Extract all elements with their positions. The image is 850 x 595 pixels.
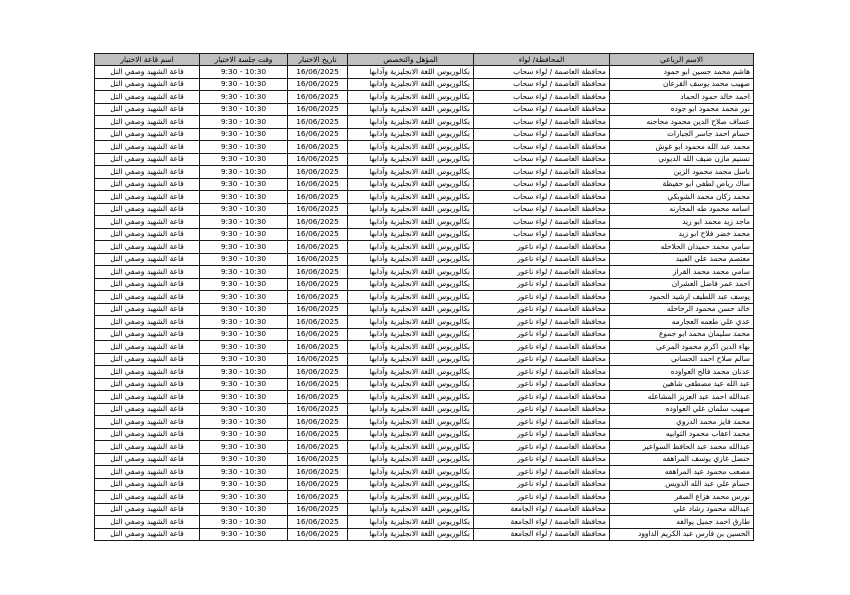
cell-session-time: 9:30 - 10:30 xyxy=(200,266,288,279)
table-row xyxy=(95,441,754,454)
cell-session-time: 9:30 - 10:30 xyxy=(200,153,288,166)
cell-exam-hall: قاعة الشهيد وصفي التل xyxy=(95,291,200,304)
cell-full-name: معتصم محمد علي العبيد xyxy=(610,253,754,266)
cell-qualification: بكالوريوس اللغة الانجليزية وآدابها xyxy=(348,491,474,504)
table-row xyxy=(95,453,754,466)
cell-session-time: 9:30 - 10:30 xyxy=(200,491,288,504)
cell-qualification: بكالوريوس اللغة الانجليزية وآدابها xyxy=(348,103,474,116)
cell-governorate: محافظة العاصمة / لواء سحاب xyxy=(474,103,610,116)
cell-full-name: تسنيم مازن ضيف الله الدبوني xyxy=(610,153,754,166)
cell-qualification: بكالوريوس اللغة الانجليزية وآدابها xyxy=(348,291,474,304)
cell-exam-date: 16/06/2025 xyxy=(288,253,348,266)
cell-governorate: محافظة العاصمة / لواء ناعور xyxy=(474,428,610,441)
cell-governorate: محافظة العاصمة / لواء ناعور xyxy=(474,416,610,429)
cell-governorate: محافظة العاصمة / لواء سحاب xyxy=(474,66,610,79)
header-exam-hall: اسم قاعة الاختبار xyxy=(95,54,200,66)
cell-exam-date: 16/06/2025 xyxy=(288,328,348,341)
cell-exam-date: 16/06/2025 xyxy=(288,466,348,479)
cell-full-name: صهيب محمد يوسف القرعان xyxy=(610,78,754,91)
cell-governorate: محافظة العاصمة / لواء ناعور xyxy=(474,391,610,404)
cell-exam-date: 16/06/2025 xyxy=(288,241,348,254)
cell-session-time: 9:30 - 10:30 xyxy=(200,528,288,541)
cell-qualification: بكالوريوس اللغة الانجليزية وآدابها xyxy=(348,366,474,379)
cell-exam-date: 16/06/2025 xyxy=(288,441,348,454)
cell-exam-hall: قاعة الشهيد وصفي التل xyxy=(95,103,200,116)
cell-exam-hall: قاعة الشهيد وصفي التل xyxy=(95,503,200,516)
cell-session-time: 9:30 - 10:30 xyxy=(200,516,288,529)
cell-qualification: بكالوريوس اللغة الانجليزية وآدابها xyxy=(348,503,474,516)
cell-qualification: بكالوريوس اللغة الانجليزية وآدابها xyxy=(348,278,474,291)
cell-exam-hall: قاعة الشهيد وصفي التل xyxy=(95,403,200,416)
cell-exam-hall: قاعة الشهيد وصفي التل xyxy=(95,353,200,366)
cell-session-time: 9:30 - 10:30 xyxy=(200,216,288,229)
cell-full-name: احمد خالد حمود الحماد xyxy=(610,91,754,104)
cell-governorate: محافظة العاصمة / لواء ناعور xyxy=(474,466,610,479)
cell-exam-date: 16/06/2025 xyxy=(288,128,348,141)
cell-qualification: بكالوريوس اللغة الانجليزية وآدابها xyxy=(348,153,474,166)
cell-exam-hall: قاعة الشهيد وصفي التل xyxy=(95,303,200,316)
cell-session-time: 9:30 - 10:30 xyxy=(200,353,288,366)
cell-exam-date: 16/06/2025 xyxy=(288,103,348,116)
header-row xyxy=(95,54,754,66)
cell-exam-date: 16/06/2025 xyxy=(288,91,348,104)
cell-full-name: محمد اعقاب محمود الثوابيه xyxy=(610,428,754,441)
cell-session-time: 9:30 - 10:30 xyxy=(200,166,288,179)
table-row xyxy=(95,116,754,129)
cell-exam-hall: قاعة الشهيد وصفي التل xyxy=(95,528,200,541)
table-row xyxy=(95,466,754,479)
cell-session-time: 9:30 - 10:30 xyxy=(200,478,288,491)
table-row xyxy=(95,366,754,379)
cell-qualification: بكالوريوس اللغة الانجليزية وآدابها xyxy=(348,78,474,91)
cell-full-name: عبدالله احمد عبد العزيز المشاعله xyxy=(610,391,754,404)
cell-governorate: محافظة العاصمة / لواء ناعور xyxy=(474,478,610,491)
cell-session-time: 9:30 - 10:30 xyxy=(200,366,288,379)
cell-governorate: محافظة العاصمة / لواء ناعور xyxy=(474,441,610,454)
cell-exam-hall: قاعة الشهيد وصفي التل xyxy=(95,241,200,254)
cell-qualification: بكالوريوس اللغة الانجليزية وآدابها xyxy=(348,178,474,191)
cell-qualification: بكالوريوس اللغة الانجليزية وآدابها xyxy=(348,403,474,416)
cell-full-name: سامي محمد حميدان الحلاحله xyxy=(610,241,754,254)
cell-session-time: 9:30 - 10:30 xyxy=(200,116,288,129)
cell-exam-hall: قاعة الشهيد وصفي التل xyxy=(95,466,200,479)
cell-qualification: بكالوريوس اللغة الانجليزية وآدابها xyxy=(348,191,474,204)
cell-exam-hall: قاعة الشهيد وصفي التل xyxy=(95,416,200,429)
cell-exam-hall: قاعة الشهيد وصفي التل xyxy=(95,116,200,129)
cell-governorate: محافظة العاصمة / لواء ناعور xyxy=(474,253,610,266)
cell-session-time: 9:30 - 10:30 xyxy=(200,78,288,91)
cell-exam-date: 16/06/2025 xyxy=(288,166,348,179)
table-row xyxy=(95,103,754,116)
cell-qualification: بكالوريوس اللغة الانجليزية وآدابها xyxy=(348,378,474,391)
cell-qualification: بكالوريوس اللغة الانجليزية وآدابها xyxy=(348,241,474,254)
cell-full-name: نورس محمد هزاع الصقر xyxy=(610,491,754,504)
cell-exam-hall: قاعة الشهيد وصفي التل xyxy=(95,166,200,179)
cell-governorate: محافظة العاصمة / لواء سحاب xyxy=(474,91,610,104)
cell-full-name: عبدالله محمود رشاد علي xyxy=(610,503,754,516)
cell-governorate: محافظة العاصمة / لواء ناعور xyxy=(474,316,610,329)
table-row xyxy=(95,341,754,354)
table-row xyxy=(95,178,754,191)
cell-exam-date: 16/06/2025 xyxy=(288,203,348,216)
cell-qualification: بكالوريوس اللغة الانجليزية وآدابها xyxy=(348,316,474,329)
cell-exam-hall: قاعة الشهيد وصفي التل xyxy=(95,278,200,291)
cell-governorate: محافظة العاصمة / لواء ناعور xyxy=(474,366,610,379)
cell-exam-hall: قاعة الشهيد وصفي التل xyxy=(95,366,200,379)
cell-full-name: حسام علي عبد الله الدويس xyxy=(610,478,754,491)
cell-governorate: محافظة العاصمة / لواء ناعور xyxy=(474,303,610,316)
cell-exam-hall: قاعة الشهيد وصفي التل xyxy=(95,391,200,404)
cell-governorate: محافظة العاصمة / لواء ناعور xyxy=(474,241,610,254)
cell-full-name: محمد فايز محمد الدزوي xyxy=(610,416,754,429)
table-row xyxy=(95,216,754,229)
cell-exam-hall: قاعة الشهيد وصفي التل xyxy=(95,178,200,191)
cell-full-name: صهيب سلمان علي العواوده xyxy=(610,403,754,416)
cell-qualification: بكالوريوس اللغة الانجليزية وآدابها xyxy=(348,66,474,79)
cell-session-time: 9:30 - 10:30 xyxy=(200,178,288,191)
cell-session-time: 9:30 - 10:30 xyxy=(200,128,288,141)
table-row xyxy=(95,291,754,304)
cell-exam-date: 16/06/2025 xyxy=(288,516,348,529)
cell-qualification: بكالوريوس اللغة الانجليزية وآدابها xyxy=(348,303,474,316)
cell-exam-hall: قاعة الشهيد وصفي التل xyxy=(95,141,200,154)
cell-session-time: 9:30 - 10:30 xyxy=(200,203,288,216)
cell-exam-date: 16/06/2025 xyxy=(288,428,348,441)
cell-exam-date: 16/06/2025 xyxy=(288,503,348,516)
cell-governorate: محافظة العاصمة / لواء سحاب xyxy=(474,178,610,191)
cell-exam-hall: قاعة الشهيد وصفي التل xyxy=(95,253,200,266)
cell-session-time: 9:30 - 10:30 xyxy=(200,241,288,254)
cell-session-time: 9:30 - 10:30 xyxy=(200,316,288,329)
cell-session-time: 9:30 - 10:30 xyxy=(200,453,288,466)
cell-exam-date: 16/06/2025 xyxy=(288,153,348,166)
table-row xyxy=(95,503,754,516)
cell-exam-date: 16/06/2025 xyxy=(288,316,348,329)
table-row xyxy=(95,528,754,541)
cell-exam-date: 16/06/2025 xyxy=(288,528,348,541)
table-row xyxy=(95,403,754,416)
cell-session-time: 9:30 - 10:30 xyxy=(200,466,288,479)
cell-governorate: محافظة العاصمة / لواء سحاب xyxy=(474,153,610,166)
cell-exam-hall: قاعة الشهيد وصفي التل xyxy=(95,228,200,241)
cell-governorate: محافظة العاصمة / لواء سحاب xyxy=(474,216,610,229)
cell-exam-date: 16/06/2025 xyxy=(288,278,348,291)
cell-full-name: هاشم محمد حسين ابو حمود xyxy=(610,66,754,79)
cell-session-time: 9:30 - 10:30 xyxy=(200,391,288,404)
cell-governorate: محافظة العاصمة / لواء الجامعة xyxy=(474,516,610,529)
cell-full-name: بهاء الدين اكرم محمود المرعي xyxy=(610,341,754,354)
cell-exam-hall: قاعة الشهيد وصفي التل xyxy=(95,441,200,454)
cell-governorate: محافظة العاصمة / لواء ناعور xyxy=(474,491,610,504)
cell-full-name: حنضل غازي يوسف المراهفه xyxy=(610,453,754,466)
cell-governorate: محافظة العاصمة / لواء ناعور xyxy=(474,328,610,341)
table-row xyxy=(95,228,754,241)
cell-full-name: مصعب محمود عيد المراهفه xyxy=(610,466,754,479)
cell-qualification: بكالوريوس اللغة الانجليزية وآدابها xyxy=(348,166,474,179)
cell-exam-date: 16/06/2025 xyxy=(288,228,348,241)
table-row xyxy=(95,253,754,266)
cell-qualification: بكالوريوس اللغة الانجليزية وآدابها xyxy=(348,141,474,154)
cell-exam-date: 16/06/2025 xyxy=(288,266,348,279)
cell-governorate: محافظة العاصمة / لواء الجامعة xyxy=(474,503,610,516)
cell-exam-hall: قاعة الشهيد وصفي التل xyxy=(95,91,200,104)
cell-governorate: محافظة العاصمة / لواء سحاب xyxy=(474,191,610,204)
cell-full-name: احمد عمر فاضل العشران xyxy=(610,278,754,291)
table-row xyxy=(95,328,754,341)
cell-exam-date: 16/06/2025 xyxy=(288,141,348,154)
cell-full-name: اسامه محمود طه المجارنه xyxy=(610,203,754,216)
cell-exam-hall: قاعة الشهيد وصفي التل xyxy=(95,78,200,91)
cell-exam-date: 16/06/2025 xyxy=(288,116,348,129)
cell-session-time: 9:30 - 10:30 xyxy=(200,191,288,204)
cell-exam-date: 16/06/2025 xyxy=(288,366,348,379)
cell-exam-hall: قاعة الشهيد وصفي التل xyxy=(95,153,200,166)
cell-exam-date: 16/06/2025 xyxy=(288,178,348,191)
cell-governorate: محافظة العاصمة / لواء ناعور xyxy=(474,278,610,291)
cell-exam-date: 16/06/2025 xyxy=(288,216,348,229)
cell-governorate: محافظة العاصمة / لواء ناعور xyxy=(474,291,610,304)
cell-full-name: عساف صلاح الدين محمود محاجنه xyxy=(610,116,754,129)
table-row xyxy=(95,266,754,279)
cell-qualification: بكالوريوس اللغة الانجليزية وآدابها xyxy=(348,391,474,404)
cell-qualification: بكالوريوس اللغة الانجليزية وآدابها xyxy=(348,353,474,366)
cell-exam-hall: قاعة الشهيد وصفي التل xyxy=(95,203,200,216)
cell-qualification: بكالوريوس اللغة الانجليزية وآدابها xyxy=(348,428,474,441)
cell-governorate: محافظة العاصمة / لواء سحاب xyxy=(474,128,610,141)
cell-full-name: عدنان محمد فالح العواوده xyxy=(610,366,754,379)
header-governorate: المحافظة/ لواء xyxy=(474,54,610,66)
cell-exam-hall: قاعة الشهيد وصفي التل xyxy=(95,66,200,79)
cell-full-name: محمد زكان محمد الشوبكي xyxy=(610,191,754,204)
cell-qualification: بكالوريوس اللغة الانجليزية وآدابها xyxy=(348,416,474,429)
cell-exam-date: 16/06/2025 xyxy=(288,378,348,391)
cell-exam-hall: قاعة الشهيد وصفي التل xyxy=(95,191,200,204)
table-row xyxy=(95,416,754,429)
table-row xyxy=(95,428,754,441)
cell-exam-hall: قاعة الشهيد وصفي التل xyxy=(95,516,200,529)
cell-full-name: نور محمد محمود ابو جوده xyxy=(610,103,754,116)
cell-qualification: بكالوريوس اللغة الانجليزية وآدابها xyxy=(348,91,474,104)
cell-exam-hall: قاعة الشهيد وصفي التل xyxy=(95,328,200,341)
cell-full-name: سامي محمد محمد القراز xyxy=(610,266,754,279)
cell-full-name: خالد حسن محمود الرحاحله xyxy=(610,303,754,316)
cell-exam-date: 16/06/2025 xyxy=(288,78,348,91)
cell-exam-hall: قاعة الشهيد وصفي التل xyxy=(95,378,200,391)
table-row xyxy=(95,478,754,491)
cell-session-time: 9:30 - 10:30 xyxy=(200,428,288,441)
table-row xyxy=(95,78,754,91)
cell-qualification: بكالوريوس اللغة الانجليزية وآدابها xyxy=(348,328,474,341)
cell-full-name: محمد خضر فلاح ابو زيد xyxy=(610,228,754,241)
cell-governorate: محافظة العاصمة / لواء سحاب xyxy=(474,166,610,179)
cell-full-name: طارق احمد جميل يوالفه xyxy=(610,516,754,529)
cell-qualification: بكالوريوس اللغة الانجليزية وآدابها xyxy=(348,516,474,529)
cell-qualification: بكالوريوس اللغة الانجليزية وآدابها xyxy=(348,341,474,354)
cell-governorate: محافظة العاصمة / لواء سحاب xyxy=(474,228,610,241)
cell-session-time: 9:30 - 10:30 xyxy=(200,228,288,241)
cell-full-name: حسام احمد جاسر الجبارات xyxy=(610,128,754,141)
cell-governorate: محافظة العاصمة / لواء سحاب xyxy=(474,141,610,154)
cell-governorate: محافظة العاصمة / لواء ناعور xyxy=(474,403,610,416)
cell-exam-date: 16/06/2025 xyxy=(288,303,348,316)
cell-session-time: 9:30 - 10:30 xyxy=(200,253,288,266)
cell-session-time: 9:30 - 10:30 xyxy=(200,291,288,304)
cell-session-time: 9:30 - 10:30 xyxy=(200,503,288,516)
cell-exam-date: 16/06/2025 xyxy=(288,353,348,366)
cell-exam-date: 16/06/2025 xyxy=(288,66,348,79)
cell-session-time: 9:30 - 10:30 xyxy=(200,328,288,341)
table-row xyxy=(95,141,754,154)
table-row xyxy=(95,303,754,316)
cell-qualification: بكالوريوس اللغة الانجليزية وآدابها xyxy=(348,128,474,141)
cell-exam-hall: قاعة الشهيد وصفي التل xyxy=(95,428,200,441)
cell-qualification: بكالوريوس اللغة الانجليزية وآدابها xyxy=(348,453,474,466)
table-row xyxy=(95,128,754,141)
cell-exam-date: 16/06/2025 xyxy=(288,403,348,416)
cell-qualification: بكالوريوس اللغة الانجليزية وآدابها xyxy=(348,466,474,479)
exam-schedule-table xyxy=(94,53,754,541)
cell-full-name: سالم صلاح احمد الحساني xyxy=(610,353,754,366)
table-row xyxy=(95,91,754,104)
cell-exam-date: 16/06/2025 xyxy=(288,478,348,491)
cell-qualification: بكالوريوس اللغة الانجليزية وآدابها xyxy=(348,528,474,541)
cell-exam-date: 16/06/2025 xyxy=(288,191,348,204)
cell-exam-hall: قاعة الشهيد وصفي التل xyxy=(95,266,200,279)
cell-exam-hall: قاعة الشهيد وصفي التل xyxy=(95,316,200,329)
cell-full-name: يوسف عبد اللطيف ارشيد الحمود xyxy=(610,291,754,304)
cell-qualification: بكالوريوس اللغة الانجليزية وآدابها xyxy=(348,216,474,229)
table-row xyxy=(95,516,754,529)
cell-exam-hall: قاعة الشهيد وصفي التل xyxy=(95,216,200,229)
cell-exam-hall: قاعة الشهيد وصفي التل xyxy=(95,341,200,354)
cell-full-name: ساك رياض لطفي ابو حفيظة xyxy=(610,178,754,191)
cell-exam-date: 16/06/2025 xyxy=(288,453,348,466)
cell-exam-hall: قاعة الشهيد وصفي التل xyxy=(95,453,200,466)
cell-qualification: بكالوريوس اللغة الانجليزية وآدابها xyxy=(348,253,474,266)
cell-session-time: 9:30 - 10:30 xyxy=(200,141,288,154)
cell-full-name: باسل محمد محمود الزين xyxy=(610,166,754,179)
cell-full-name: عبدالله محمد عبد الحافظ السواعير xyxy=(610,441,754,454)
cell-full-name: ماجد زيد محمد ابو زيد xyxy=(610,216,754,229)
cell-session-time: 9:30 - 10:30 xyxy=(200,416,288,429)
cell-exam-date: 16/06/2025 xyxy=(288,391,348,404)
cell-governorate: محافظة العاصمة / لواء الجامعة xyxy=(474,528,610,541)
cell-exam-date: 16/06/2025 xyxy=(288,491,348,504)
cell-session-time: 9:30 - 10:30 xyxy=(200,403,288,416)
cell-full-name: محمد عبد الله محمود ابو غوش xyxy=(610,141,754,154)
cell-exam-date: 16/06/2025 xyxy=(288,291,348,304)
cell-governorate: محافظة العاصمة / لواء ناعور xyxy=(474,341,610,354)
cell-governorate: محافظة العاصمة / لواء ناعور xyxy=(474,453,610,466)
cell-qualification: بكالوريوس اللغة الانجليزية وآدابها xyxy=(348,203,474,216)
table-row xyxy=(95,316,754,329)
table-row xyxy=(95,353,754,366)
cell-governorate: محافظة العاصمة / لواء ناعور xyxy=(474,378,610,391)
table-row xyxy=(95,203,754,216)
header-qualification: المؤهل والتخصص xyxy=(348,54,474,66)
cell-qualification: بكالوريوس اللغة الانجليزية وآدابها xyxy=(348,228,474,241)
cell-full-name: محمد سليمان محمد ابو جموع xyxy=(610,328,754,341)
cell-exam-hall: قاعة الشهيد وصفي التل xyxy=(95,478,200,491)
cell-qualification: بكالوريوس اللغة الانجليزية وآدابها xyxy=(348,116,474,129)
table-row xyxy=(95,166,754,179)
cell-session-time: 9:30 - 10:30 xyxy=(200,341,288,354)
table-row xyxy=(95,491,754,504)
cell-governorate: محافظة العاصمة / لواء ناعور xyxy=(474,266,610,279)
cell-exam-date: 16/06/2025 xyxy=(288,341,348,354)
cell-full-name: عبد الله عيد مصطفى شاهين xyxy=(610,378,754,391)
cell-session-time: 9:30 - 10:30 xyxy=(200,91,288,104)
cell-session-time: 9:30 - 10:30 xyxy=(200,278,288,291)
table-row xyxy=(95,241,754,254)
table-row xyxy=(95,391,754,404)
table-row xyxy=(95,378,754,391)
cell-governorate: محافظة العاصمة / لواء سحاب xyxy=(474,203,610,216)
cell-governorate: محافظة العاصمة / لواء ناعور xyxy=(474,353,610,366)
cell-exam-date: 16/06/2025 xyxy=(288,416,348,429)
header-full-name: الاسم الرباعي xyxy=(610,54,754,66)
cell-governorate: محافظة العاصمة / لواء سحاب xyxy=(474,78,610,91)
cell-exam-hall: قاعة الشهيد وصفي التل xyxy=(95,128,200,141)
table-row xyxy=(95,278,754,291)
cell-full-name: الحسين بن فارس عبد الكريم الداوود xyxy=(610,528,754,541)
cell-governorate: محافظة العاصمة / لواء سحاب xyxy=(474,116,610,129)
cell-exam-hall: قاعة الشهيد وصفي التل xyxy=(95,491,200,504)
header-session-time: وقت جلسة الاختبار xyxy=(200,54,288,66)
cell-qualification: بكالوريوس اللغة الانجليزية وآدابها xyxy=(348,441,474,454)
cell-session-time: 9:30 - 10:30 xyxy=(200,66,288,79)
cell-qualification: بكالوريوس اللغة الانجليزية وآدابها xyxy=(348,266,474,279)
cell-session-time: 9:30 - 10:30 xyxy=(200,441,288,454)
cell-session-time: 9:30 - 10:30 xyxy=(200,378,288,391)
table-row xyxy=(95,66,754,79)
cell-full-name: عدي علي طعمه العجارمه xyxy=(610,316,754,329)
header-exam-date: تاريخ الاختبار xyxy=(288,54,348,66)
table-row xyxy=(95,191,754,204)
table-row xyxy=(95,153,754,166)
cell-qualification: بكالوريوس اللغة الانجليزية وآدابها xyxy=(348,478,474,491)
cell-session-time: 9:30 - 10:30 xyxy=(200,103,288,116)
cell-session-time: 9:30 - 10:30 xyxy=(200,303,288,316)
